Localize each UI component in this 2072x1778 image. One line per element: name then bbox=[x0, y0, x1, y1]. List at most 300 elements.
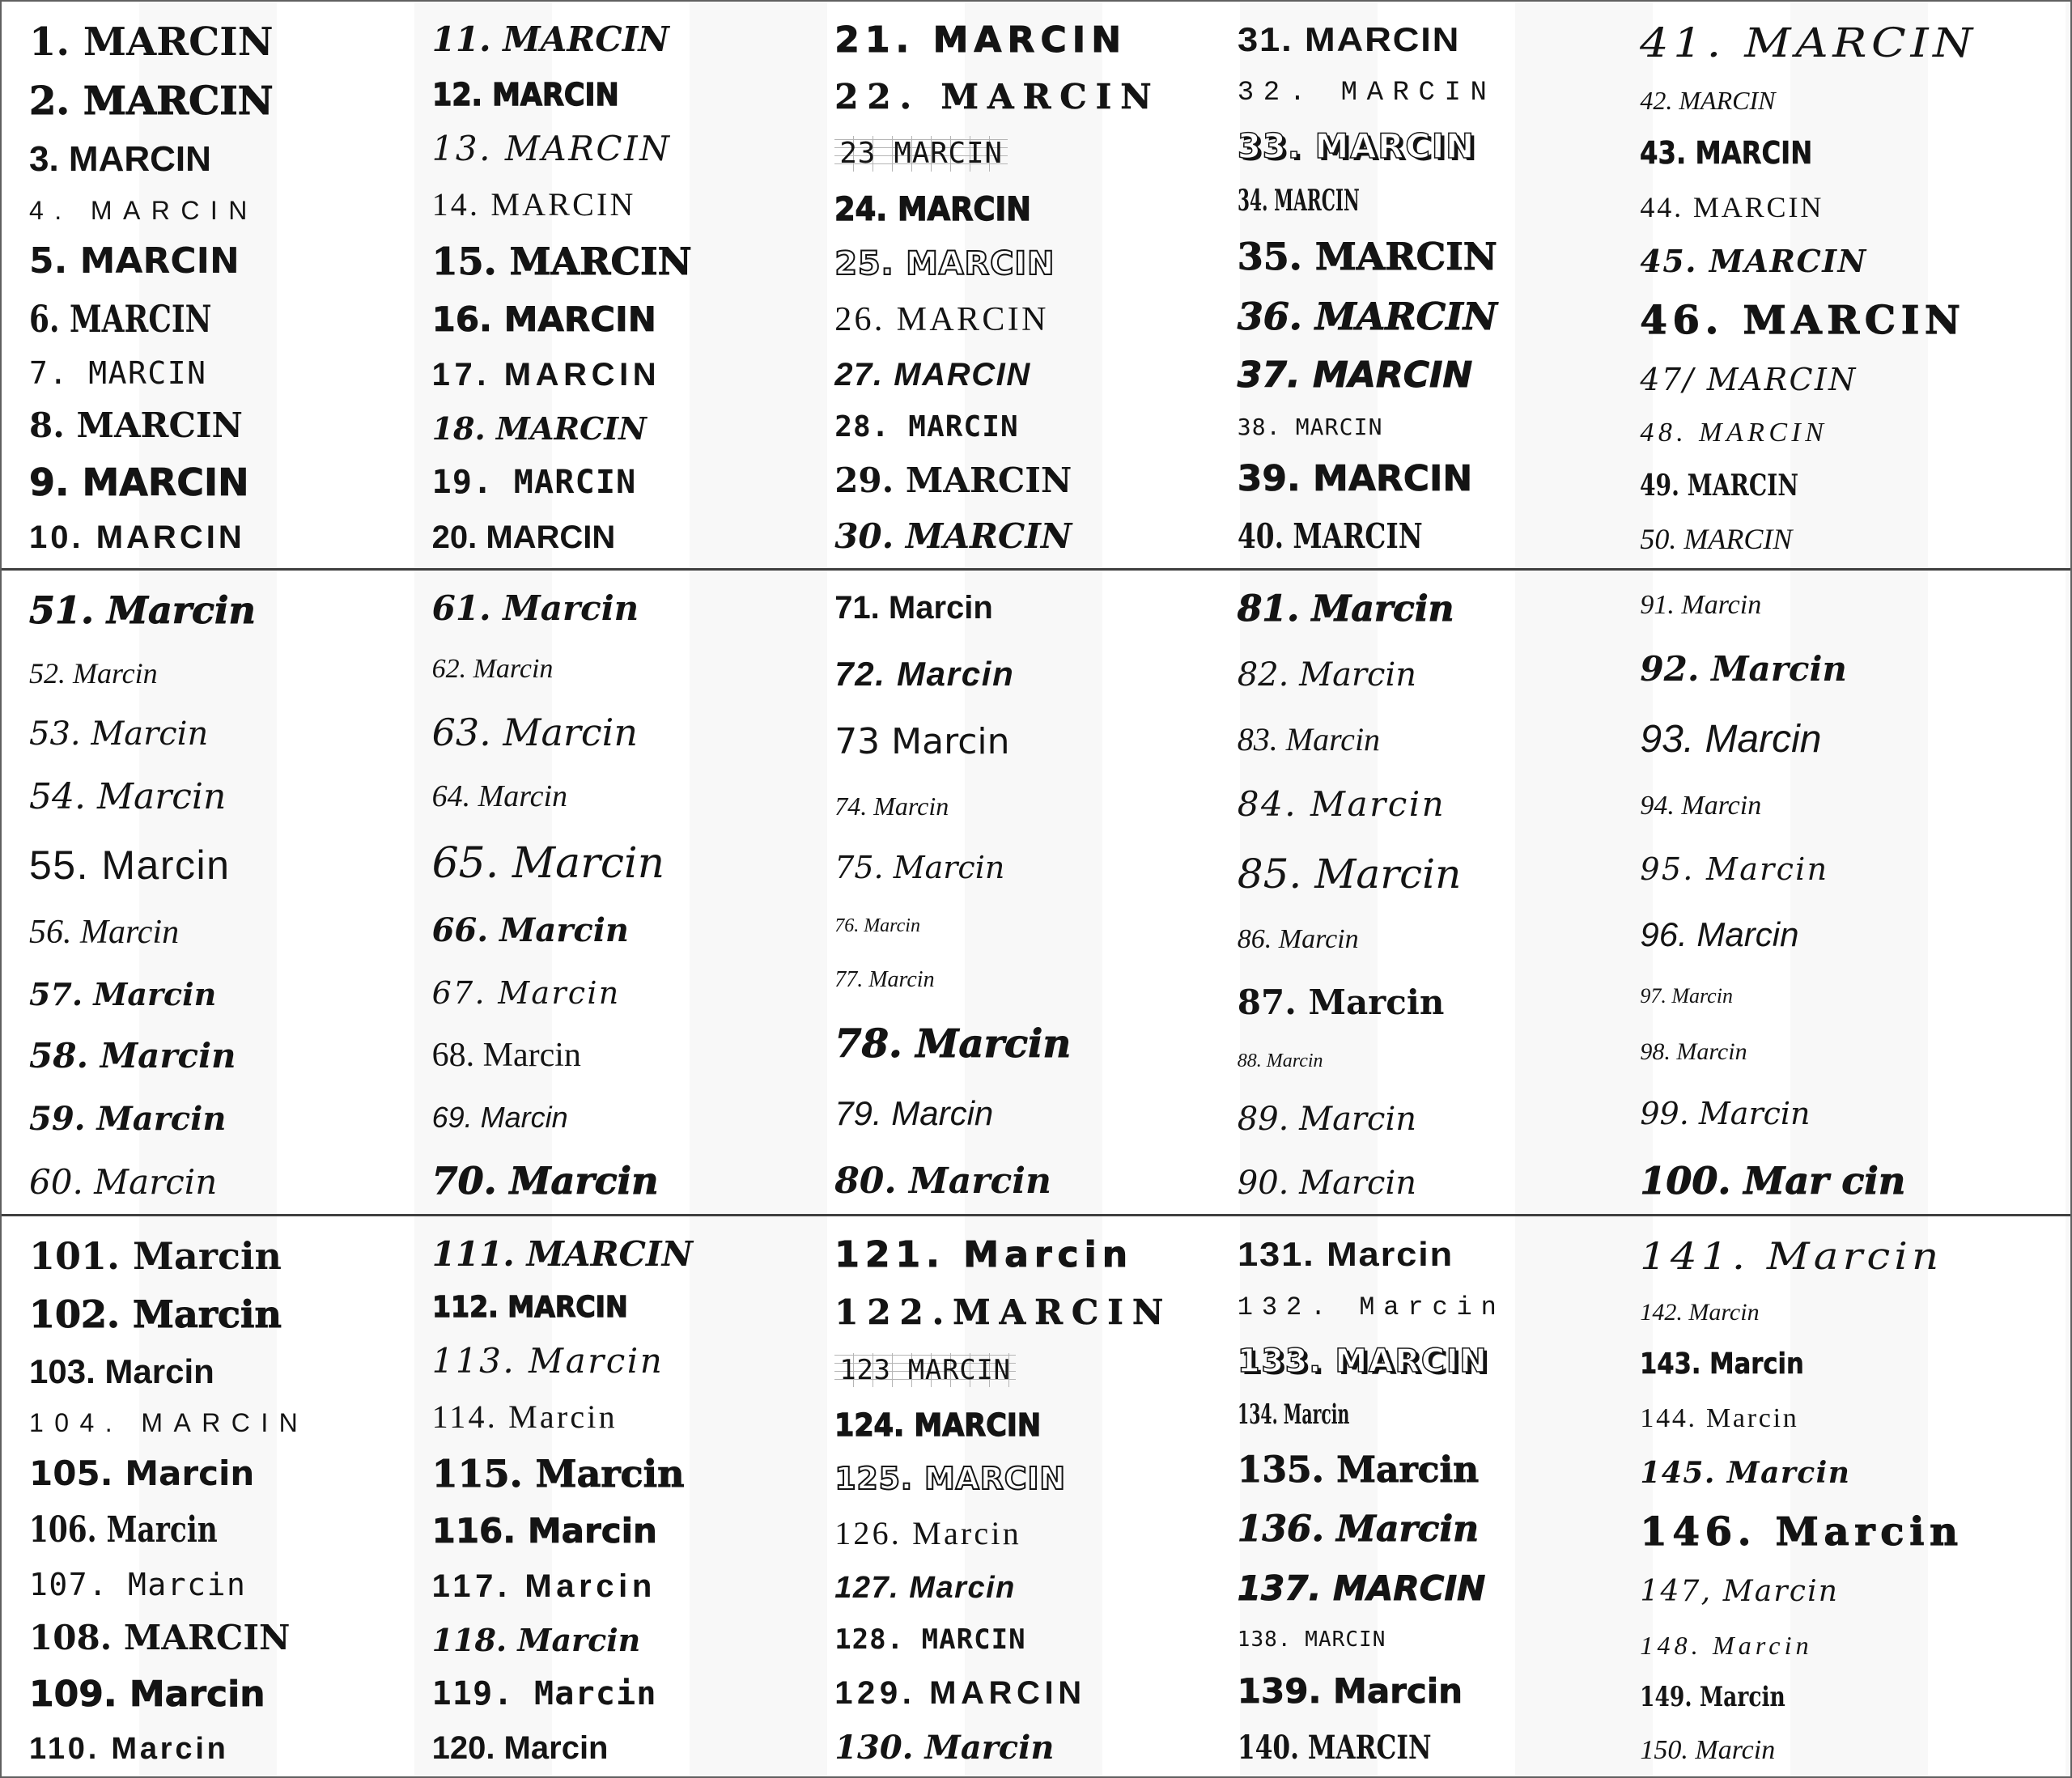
font-sample-label: 12. MARCIN bbox=[431, 76, 619, 112]
font-sample-row bbox=[1237, 126, 1475, 166]
font-sample-row bbox=[431, 185, 636, 223]
font-sample-label: 139. Marcin bbox=[1237, 1670, 1463, 1711]
font-sample-label: 133. MARCIN bbox=[1237, 1342, 1488, 1380]
font-sample-label: 20. MARCIN bbox=[431, 519, 616, 555]
font-sample-row bbox=[834, 300, 1049, 338]
font-sample-row bbox=[1237, 1509, 1480, 1551]
font-sample-row bbox=[834, 1514, 1021, 1551]
font-sample-label: 37. MARCIN bbox=[1237, 354, 1473, 396]
font-sample-row bbox=[834, 1234, 1134, 1275]
specimen-column bbox=[834, 19, 1238, 556]
font-sample-label: 103. Marcin bbox=[29, 1352, 214, 1390]
font-sample-row bbox=[29, 354, 207, 391]
font-sample-row bbox=[1238, 79, 1497, 107]
font-sample-row bbox=[29, 842, 231, 889]
font-sample-label: 136. Marcin bbox=[1237, 1509, 1480, 1551]
font-sample-label: 126. Marcin bbox=[834, 1514, 1021, 1551]
font-sample-label: 29. MARCIN bbox=[834, 460, 1072, 500]
specimen-column bbox=[29, 1234, 432, 1766]
specimen-column bbox=[1640, 590, 2043, 1203]
font-sample-label: 85. Marcin bbox=[1237, 850, 1462, 897]
font-sample-label: 150. Marcin bbox=[1640, 1734, 1776, 1765]
font-sample-label: 49. MARCIN bbox=[1640, 469, 1799, 503]
font-sample-row bbox=[29, 521, 245, 554]
font-sample-label: 105. Marcin bbox=[29, 1453, 255, 1494]
font-sample-row bbox=[834, 657, 1014, 691]
font-sample-row bbox=[29, 1453, 255, 1494]
font-sample-row bbox=[431, 911, 630, 950]
font-sample-label: 147, Marcin bbox=[1640, 1574, 1840, 1608]
font-sample-row bbox=[834, 721, 1010, 762]
font-sample-row bbox=[29, 1673, 265, 1715]
font-sample-label: 65. Marcin bbox=[431, 838, 665, 888]
font-sample-row bbox=[1640, 983, 1733, 1008]
font-sample-label: 143. Marcin bbox=[1640, 1347, 1805, 1381]
font-sample-row bbox=[431, 240, 692, 284]
font-sample-label: 81. Marcin bbox=[1237, 588, 1454, 630]
font-sample-row bbox=[834, 1407, 1059, 1443]
font-sample-label: 124. MARCIN bbox=[834, 1407, 1042, 1443]
font-sample-row bbox=[834, 1161, 1051, 1202]
font-sample-row bbox=[1238, 926, 1359, 953]
font-sample-row bbox=[1640, 419, 1828, 447]
font-sample-row bbox=[431, 1451, 685, 1496]
font-sample-row bbox=[431, 19, 669, 59]
font-sample-label: 129. MARCIN bbox=[834, 1674, 1086, 1711]
font-sample-row bbox=[29, 715, 209, 753]
font-sample-label: 116. Marcin bbox=[431, 1511, 657, 1551]
font-sample-label: 110. Marcin bbox=[29, 1731, 229, 1766]
specimen-column bbox=[834, 1234, 1238, 1767]
font-sample-label: 118. Marcin bbox=[431, 1621, 641, 1658]
font-sample-row bbox=[29, 776, 227, 818]
font-sample-label: 125. MARCIN bbox=[834, 1461, 1066, 1497]
font-sample-label: 71. Marcin bbox=[834, 590, 993, 626]
font-sample-label: 47/ MARCIN bbox=[1640, 362, 1858, 397]
font-sample-row bbox=[431, 1729, 609, 1766]
font-sample-row bbox=[29, 1407, 309, 1437]
font-sample-label: 79. Marcin bbox=[834, 1094, 994, 1132]
font-sample-row bbox=[29, 79, 274, 125]
font-sample-label: 73 Marcin bbox=[834, 721, 1010, 762]
font-sample-label: 122.MARCIN bbox=[834, 1292, 1173, 1333]
font-sample-row bbox=[1640, 1734, 1776, 1765]
font-sample-row bbox=[834, 1461, 1066, 1497]
font-sample-row bbox=[1237, 235, 1497, 278]
font-sample-label: 5. MARCIN bbox=[29, 240, 240, 282]
font-sample-row bbox=[834, 1021, 1072, 1067]
specimen-column bbox=[1237, 1235, 1641, 1767]
font-sample-row bbox=[431, 409, 647, 447]
font-sample-label: 26. MARCIN bbox=[834, 300, 1049, 338]
font-sample-row bbox=[1237, 1100, 1416, 1138]
font-sample-label: 2. MARCIN bbox=[29, 79, 274, 125]
font-sample-label: 10. MARCIN bbox=[29, 519, 245, 555]
font-sample-row bbox=[1237, 656, 1416, 694]
font-sample-row bbox=[834, 245, 1055, 283]
font-sample-label: 63. Marcin bbox=[431, 710, 638, 754]
font-sample-label: 96. Marcin bbox=[1640, 915, 1799, 954]
font-sample-label: 76. Marcin bbox=[834, 915, 920, 936]
font-sample-row bbox=[29, 588, 256, 632]
font-sample-row bbox=[431, 1100, 568, 1134]
font-sample-label: 39. MARCIN bbox=[1237, 458, 1473, 499]
font-sample-row bbox=[1237, 1568, 1486, 1608]
font-sample-label: 87. Marcin bbox=[1237, 982, 1445, 1022]
font-sample-row bbox=[1237, 1627, 1386, 1653]
font-sample-row bbox=[1237, 516, 1475, 556]
font-sample-row bbox=[834, 136, 1008, 172]
font-sample-row bbox=[431, 1621, 641, 1658]
font-sample-label: 99. Marcin bbox=[1640, 1095, 1811, 1131]
font-sample-label: 149. Marcin bbox=[1640, 1681, 1786, 1714]
font-sample-label: 4. MARCIN bbox=[29, 195, 258, 225]
specimen-column bbox=[1237, 588, 1641, 1202]
font-sample-label: 36. MARCIN bbox=[1237, 295, 1497, 338]
font-sample-label: 9. MARCIN bbox=[29, 460, 249, 504]
font-sample-row bbox=[1237, 784, 1446, 825]
font-sample-row bbox=[1237, 295, 1497, 338]
font-sample-label: 115. Marcin bbox=[431, 1451, 685, 1496]
font-sample-label: 144. Marcin bbox=[1640, 1402, 1799, 1433]
font-sample-label: 109. Marcin bbox=[29, 1673, 265, 1715]
font-sample-label: 15. MARCIN bbox=[431, 240, 692, 284]
font-sample-row bbox=[431, 1341, 664, 1381]
font-sample-label: 82. Marcin bbox=[1237, 656, 1416, 694]
font-sample-row bbox=[1237, 982, 1445, 1022]
font-sample-label: 53. Marcin bbox=[29, 715, 209, 753]
font-sample-row bbox=[834, 1623, 1026, 1657]
font-sample-row bbox=[1237, 184, 1441, 218]
font-sample-row bbox=[1640, 135, 1843, 171]
font-sample-row bbox=[1640, 1040, 1747, 1064]
font-sample-row bbox=[431, 710, 638, 754]
font-sample-label: 128. MARCIN bbox=[834, 1623, 1026, 1657]
font-sample-label: 91. Marcin bbox=[1640, 590, 1762, 620]
font-sample-row bbox=[1640, 1402, 1799, 1433]
font-sample-label: 3. MARCIN bbox=[29, 138, 211, 179]
font-sample-label: 142. Marcin bbox=[1640, 1298, 1760, 1326]
font-sample-row bbox=[834, 793, 949, 819]
font-sample-row bbox=[1237, 1728, 1486, 1767]
font-sample-label: 83. Marcin bbox=[1237, 720, 1381, 757]
font-sample-label: 107. Marcin bbox=[29, 1566, 247, 1602]
font-sample-label: 127. Marcin bbox=[834, 1570, 1016, 1605]
font-sample-row bbox=[1640, 298, 1966, 343]
font-sample-row bbox=[834, 356, 1031, 393]
font-sample-label: 132. Marcin bbox=[1237, 1292, 1505, 1323]
font-sample-label: 16. MARCIN bbox=[431, 299, 656, 339]
font-sample-row bbox=[29, 1618, 291, 1658]
font-sample-row bbox=[1640, 1509, 1964, 1555]
font-sample-row bbox=[834, 191, 1048, 229]
font-sample-label: 60. Marcin bbox=[29, 1161, 218, 1202]
font-sample-row bbox=[1238, 1051, 1323, 1071]
font-sample-label: 30. MARCIN bbox=[834, 516, 1072, 556]
font-sample-row bbox=[431, 1674, 657, 1712]
font-sample-row bbox=[29, 915, 179, 949]
font-sample-label: 11. MARCIN bbox=[431, 19, 669, 59]
font-sample-row bbox=[834, 1353, 1016, 1387]
font-sample-label: 6. MARCIN bbox=[29, 296, 212, 341]
font-sample-row bbox=[431, 1398, 618, 1435]
specimen-column bbox=[29, 19, 432, 555]
font-sample-row bbox=[431, 76, 635, 112]
font-sample-row bbox=[29, 1566, 247, 1602]
font-sample-label: 48. MARCIN bbox=[1640, 418, 1828, 448]
font-sample-label: 52. Marcin bbox=[29, 656, 158, 690]
font-sample-row bbox=[432, 521, 616, 554]
font-sample-row bbox=[1237, 1164, 1416, 1202]
font-sample-label: 67. Marcin bbox=[431, 974, 621, 1011]
font-sample-label: 108. MARCIN bbox=[29, 1618, 291, 1658]
font-sample-label: 68. Marcin bbox=[431, 1037, 581, 1075]
font-sample-row bbox=[1640, 1574, 1840, 1608]
specimen-column bbox=[431, 588, 835, 1203]
font-sample-label: 34. MARCIN bbox=[1237, 184, 1360, 218]
font-sample-row bbox=[1640, 1234, 1943, 1278]
font-sample-label: 111. MARCIN bbox=[431, 1234, 693, 1274]
font-sample-label: 28. MARCIN bbox=[834, 409, 1019, 443]
font-sample-label: 46. MARCIN bbox=[1640, 298, 1966, 343]
font-sample-label: 38. MARCIN bbox=[1237, 414, 1383, 440]
font-sample-label: 18. MARCIN bbox=[431, 409, 647, 447]
font-sample-label: 131. Marcin bbox=[1237, 1235, 1454, 1273]
font-sample-label: 69. Marcin bbox=[431, 1100, 568, 1134]
font-sample-row bbox=[1640, 1347, 1833, 1381]
font-sample-label: 93. Marcin bbox=[1640, 717, 1822, 761]
font-sample-row bbox=[1640, 193, 1824, 222]
font-sample-row bbox=[432, 359, 661, 391]
font-sample-row bbox=[431, 1511, 657, 1551]
specimen-column bbox=[1640, 1234, 2043, 1765]
font-sample-row bbox=[1237, 850, 1462, 897]
font-sample-label: 72. Marcin bbox=[834, 655, 1015, 693]
font-sample-row bbox=[1237, 1235, 1454, 1273]
font-sample-row bbox=[431, 1568, 656, 1605]
font-sample-row bbox=[834, 592, 993, 624]
font-sample-row bbox=[1640, 1158, 1906, 1203]
font-sample-label: 22. MARCIN bbox=[834, 77, 1161, 117]
font-sample-label: 123 MARCIN bbox=[834, 1353, 1016, 1387]
font-sample-label: 134. Marcin bbox=[1237, 1398, 1350, 1432]
font-sample-label: 45. MARCIN bbox=[1640, 243, 1867, 279]
font-sample-label: 41. MARCIN bbox=[1640, 19, 1978, 66]
font-sample-label: 101. Marcin bbox=[29, 1234, 282, 1278]
font-sample-label: 78. Marcin bbox=[834, 1021, 1072, 1067]
font-sample-row bbox=[1640, 1455, 1851, 1490]
font-sample-row bbox=[29, 1733, 229, 1764]
font-sample-row bbox=[1237, 1670, 1463, 1711]
font-sample-label: 95. Marcin bbox=[1640, 851, 1829, 887]
font-sample-label: 14. MARCIN bbox=[431, 185, 636, 223]
font-sample-row bbox=[1237, 1342, 1488, 1380]
font-sample-row bbox=[1640, 851, 1829, 887]
font-sample-row bbox=[29, 1292, 282, 1337]
font-sample-label: 19. MARCIN bbox=[431, 464, 637, 502]
font-sample-row bbox=[29, 1234, 282, 1278]
font-sample-label: 70. Marcin bbox=[431, 1158, 659, 1203]
font-sample-row bbox=[29, 656, 158, 690]
font-sample-row bbox=[431, 1234, 693, 1274]
font-sample-row bbox=[1237, 1292, 1505, 1323]
font-sample-label: 61. Marcin bbox=[431, 588, 639, 628]
font-sample-row bbox=[1640, 1681, 1827, 1714]
font-sample-label: 27. MARCIN bbox=[834, 356, 1031, 393]
font-sample-row bbox=[1640, 19, 1978, 66]
font-sample-label: 77. Marcin bbox=[834, 967, 935, 992]
font-sample-row bbox=[1640, 469, 1843, 503]
font-sample-label: 8. MARCIN bbox=[29, 405, 243, 446]
font-sample-row bbox=[834, 852, 1004, 883]
font-sample-row bbox=[1640, 915, 1799, 954]
font-sample-label: 104. MARCIN bbox=[29, 1407, 309, 1437]
font-sample-row bbox=[1237, 588, 1454, 630]
font-sample-label: 56. Marcin bbox=[29, 913, 180, 951]
font-sample-label: 54. Marcin bbox=[29, 776, 227, 818]
font-sample-row bbox=[432, 656, 554, 683]
font-sample-row bbox=[431, 464, 637, 502]
font-sample-row bbox=[29, 975, 217, 1012]
font-sample-label: 7. MARCIN bbox=[29, 354, 207, 391]
font-sample-label: 75. Marcin bbox=[834, 850, 1005, 885]
font-sample-row bbox=[1238, 416, 1383, 439]
font-sample-label: 44. MARCIN bbox=[1640, 191, 1824, 223]
font-sample-label: 119. Marcin bbox=[431, 1674, 657, 1712]
font-sample-row bbox=[432, 781, 567, 812]
specimen-panel-1 bbox=[2, 2, 2070, 568]
font-sample-label: 117. Marcin bbox=[431, 1568, 656, 1605]
font-sample-label: 17. MARCIN bbox=[431, 357, 661, 393]
font-sample-row bbox=[834, 460, 1072, 500]
specimen-column bbox=[834, 590, 1238, 1202]
font-sample-label: 1. MARCIN bbox=[29, 19, 274, 65]
font-sample-label: 141. Marcin bbox=[1640, 1234, 1943, 1278]
font-sample-row bbox=[1640, 524, 1792, 554]
font-sample-row bbox=[834, 1572, 1016, 1603]
font-sample-row bbox=[29, 1100, 227, 1139]
font-sample-label: 40. MARCIN bbox=[1237, 516, 1423, 556]
font-sample-label: 33. MARCIN bbox=[1237, 126, 1475, 166]
font-sample-row bbox=[834, 1094, 994, 1132]
font-sample-row bbox=[431, 129, 672, 169]
font-sample-row bbox=[834, 516, 1072, 556]
font-sample-row bbox=[431, 1291, 645, 1325]
font-sample-label: 148. Marcin bbox=[1640, 1630, 1813, 1660]
font-sample-row bbox=[431, 1158, 659, 1203]
font-sample-row bbox=[29, 460, 249, 504]
font-sample-label: 130. Marcin bbox=[834, 1728, 1055, 1767]
font-sample-label: 32. MARCIN bbox=[1237, 78, 1497, 108]
font-sample-row bbox=[431, 974, 621, 1011]
font-sample-label: 113. Marcin bbox=[431, 1341, 664, 1381]
font-sample-row bbox=[1640, 792, 1761, 820]
font-sample-label: 100. Mar cin bbox=[1640, 1158, 1906, 1203]
font-sample-row bbox=[29, 1036, 236, 1076]
font-sample-label: 92. Marcin bbox=[1640, 649, 1847, 690]
font-sample-row bbox=[1237, 458, 1473, 499]
font-sample-label: 21. MARCIN bbox=[834, 19, 1127, 61]
font-sample-row bbox=[1237, 720, 1381, 757]
specimen-panel-2 bbox=[2, 571, 2070, 1214]
font-sample-label: 64. Marcin bbox=[431, 779, 568, 814]
specimen-column bbox=[431, 1234, 835, 1766]
font-sample-label: 88. Marcin bbox=[1237, 1050, 1323, 1072]
font-sample-label: 51. Marcin bbox=[29, 588, 256, 632]
font-sample-label: 25. MARCIN bbox=[834, 245, 1055, 283]
font-sample-label: 89. Marcin bbox=[1237, 1100, 1416, 1138]
font-sample-label: 80. Marcin bbox=[834, 1161, 1051, 1202]
font-sample-label: 137. MARCIN bbox=[1237, 1568, 1486, 1608]
specimen-column bbox=[1640, 19, 2043, 555]
font-sample-row bbox=[1237, 354, 1473, 396]
font-sample-label: 55. Marcin bbox=[29, 842, 231, 889]
font-sample-row bbox=[1237, 1449, 1480, 1491]
font-sample-label: 138. MARCIN bbox=[1237, 1627, 1386, 1653]
font-sample-label: 43. MARCIN bbox=[1640, 135, 1813, 171]
font-sample-row bbox=[834, 916, 920, 936]
font-sample-label: 31. MARCIN bbox=[1237, 20, 1461, 58]
font-sample-label: 62. Marcin bbox=[431, 654, 554, 685]
font-sample-row bbox=[29, 240, 240, 282]
font-sample-label: 112. MARCIN bbox=[431, 1291, 628, 1325]
font-sample-label: 84. Marcin bbox=[1237, 784, 1446, 825]
font-sample-row bbox=[1640, 1095, 1811, 1131]
font-sample-row bbox=[431, 588, 639, 628]
font-sample-row bbox=[1640, 717, 1822, 761]
specimen-column bbox=[1237, 20, 1641, 556]
font-sample-label: 66. Marcin bbox=[431, 911, 630, 950]
font-sample-row bbox=[834, 969, 934, 991]
font-sample-label: 140. MARCIN bbox=[1237, 1728, 1432, 1767]
font-sample-row bbox=[29, 197, 258, 223]
specimen-column bbox=[29, 588, 432, 1202]
font-sample-row bbox=[29, 405, 243, 446]
font-sample-label: 23 MARCIN bbox=[834, 136, 1008, 172]
font-sample-row bbox=[834, 1728, 1055, 1767]
font-sample-row bbox=[29, 1161, 218, 1202]
font-sample-label: 86. Marcin bbox=[1237, 924, 1359, 955]
font-sample-row bbox=[834, 19, 1127, 61]
font-sample-label: 98. Marcin bbox=[1640, 1038, 1747, 1066]
font-sample-row bbox=[1237, 1398, 1424, 1432]
font-sample-row bbox=[834, 1292, 1173, 1333]
font-sample-row bbox=[1640, 1632, 1812, 1658]
font-sample-row bbox=[834, 1674, 1086, 1711]
font-sample-row bbox=[1640, 592, 1761, 619]
font-sample-row bbox=[1640, 649, 1847, 690]
font-sample-label: 50. MARCIN bbox=[1640, 523, 1793, 555]
font-sample-row bbox=[1640, 243, 1867, 279]
font-sample-label: 145. Marcin bbox=[1640, 1455, 1851, 1490]
font-sample-label: 74. Marcin bbox=[834, 791, 949, 821]
specimen-panel-3 bbox=[2, 1216, 2070, 1778]
font-sample-label: 90. Marcin bbox=[1237, 1164, 1416, 1202]
font-sample-row bbox=[29, 1352, 214, 1390]
font-sample-label: 13. MARCIN bbox=[431, 129, 672, 169]
font-sample-row bbox=[29, 296, 263, 341]
font-sample-row bbox=[834, 409, 1019, 443]
font-sample-row bbox=[29, 19, 274, 65]
font-sample-label: 106. Marcin bbox=[29, 1509, 218, 1551]
font-sample-row bbox=[431, 299, 656, 339]
font-sample-label: 121. Marcin bbox=[834, 1234, 1134, 1275]
font-sample-label: 97. Marcin bbox=[1640, 983, 1733, 1008]
font-sample-label: 135. Marcin bbox=[1237, 1449, 1480, 1491]
font-sample-label: 42. MARCIN bbox=[1640, 86, 1776, 115]
font-sample-row bbox=[1237, 20, 1461, 58]
font-sample-label: 102. Marcin bbox=[29, 1292, 282, 1337]
